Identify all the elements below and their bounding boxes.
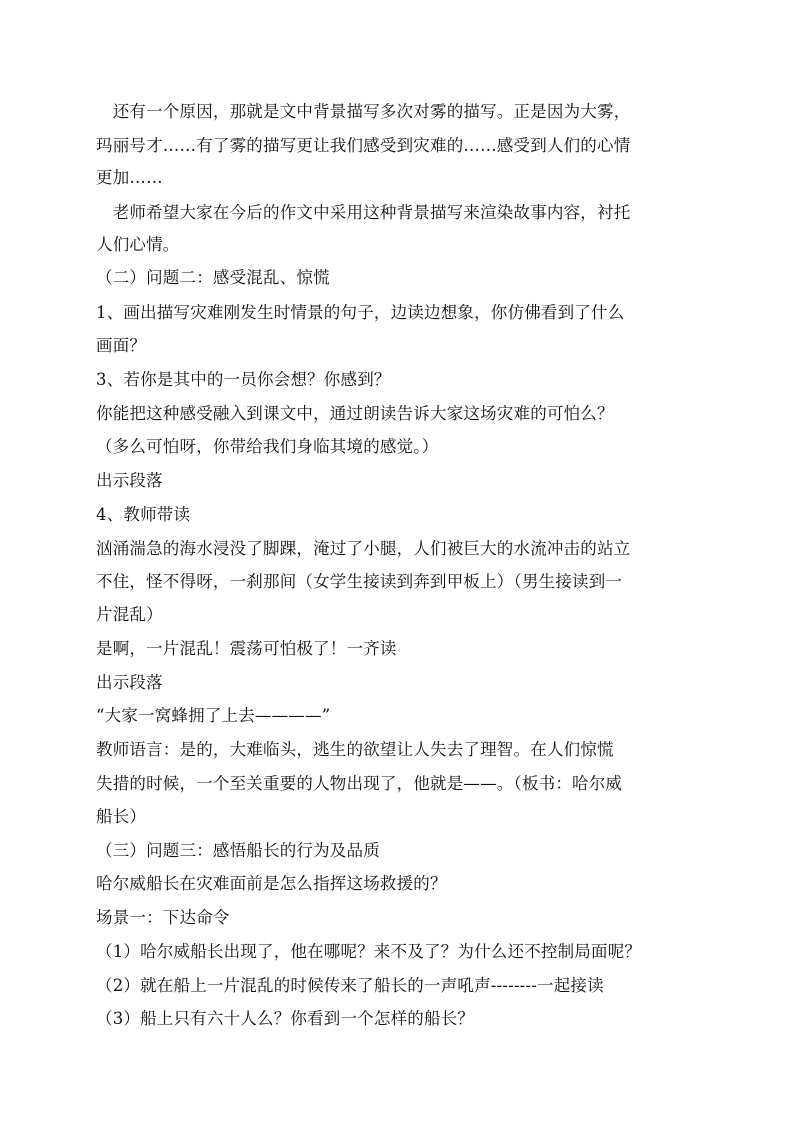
text-line: 失措的时候，一个至关重要的人物出现了，他就是——。（板书：哈尔威 <box>96 774 623 793</box>
text-line: 出示段落 <box>96 471 163 490</box>
text-line: （2）就在船上一片混乱的时候传来了船长的一声吼声--------一起接读 <box>96 976 604 995</box>
text-line: “大家一窝蜂拥了上去————” <box>96 706 331 725</box>
text-line: 不住，怪不得呀，一刹那间（女学生接读到奔到甲板上）（男生接读到一 <box>96 572 623 591</box>
text-line: 是啊，一片混乱！震荡可怕极了！一齐读 <box>96 639 397 658</box>
section-heading: （二）问题二：感受混乱、惊慌 <box>96 268 330 287</box>
section-heading: （三）问题三：感悟船长的行为及品质 <box>96 841 380 860</box>
text-line: 教师语言：是的，大难临头，逃生的欲望让人失去了理智。在人们惊慌 <box>96 740 614 759</box>
text-line: 片混乱） <box>96 605 163 624</box>
text-line: 4、教师带读 <box>96 505 191 524</box>
text-line: 出示段落 <box>96 673 163 692</box>
text-line: （3）船上只有六十人么？你看到一个怎样的船长？ <box>96 1009 475 1028</box>
text-line: 画面？ <box>96 336 147 355</box>
text-line: 还有一个原因，那就是文中背景描写多次对雾的描写。正是因为大雾， <box>96 102 631 121</box>
text-line: （多么可怕呀，你带给我们身临其境的感觉。） <box>96 437 439 456</box>
text-line: 更加…… <box>96 168 163 187</box>
text-line: 3、若你是其中的一员你会想？你感到？ <box>96 370 391 389</box>
text-line: （1）哈尔威船长出现了，他在哪呢？来不及了？为什么还不控制局面呢？ <box>96 942 642 961</box>
text-line: 你能把这种感受融入到课文中，通过朗读告诉大家这场灾难的可怕么？ <box>96 404 614 423</box>
text-line: 人们心情。 <box>96 235 180 254</box>
text-line: 老师希望大家在今后的作文中采用这种背景描写来渲染故事内容，衬托 <box>96 203 631 222</box>
text-line: 船长） <box>96 807 147 826</box>
text-line: 1、画出描写灾难刚发生时情景的句子，边读边想象，你仿佛看到了什么 <box>96 303 625 322</box>
text-line: 哈尔威船长在灾难面前是怎么指挥这场救援的？ <box>96 874 447 893</box>
text-line: 玛丽号才……有了雾的描写更让我们感受到灾难的……感受到人们的心情 <box>96 136 631 155</box>
text-line: 场景一：下达命令 <box>96 908 230 927</box>
text-line: 汹涌湍急的海水浸没了脚踝，淹过了小腿，人们被巨大的水流冲击的站立 <box>96 539 631 558</box>
